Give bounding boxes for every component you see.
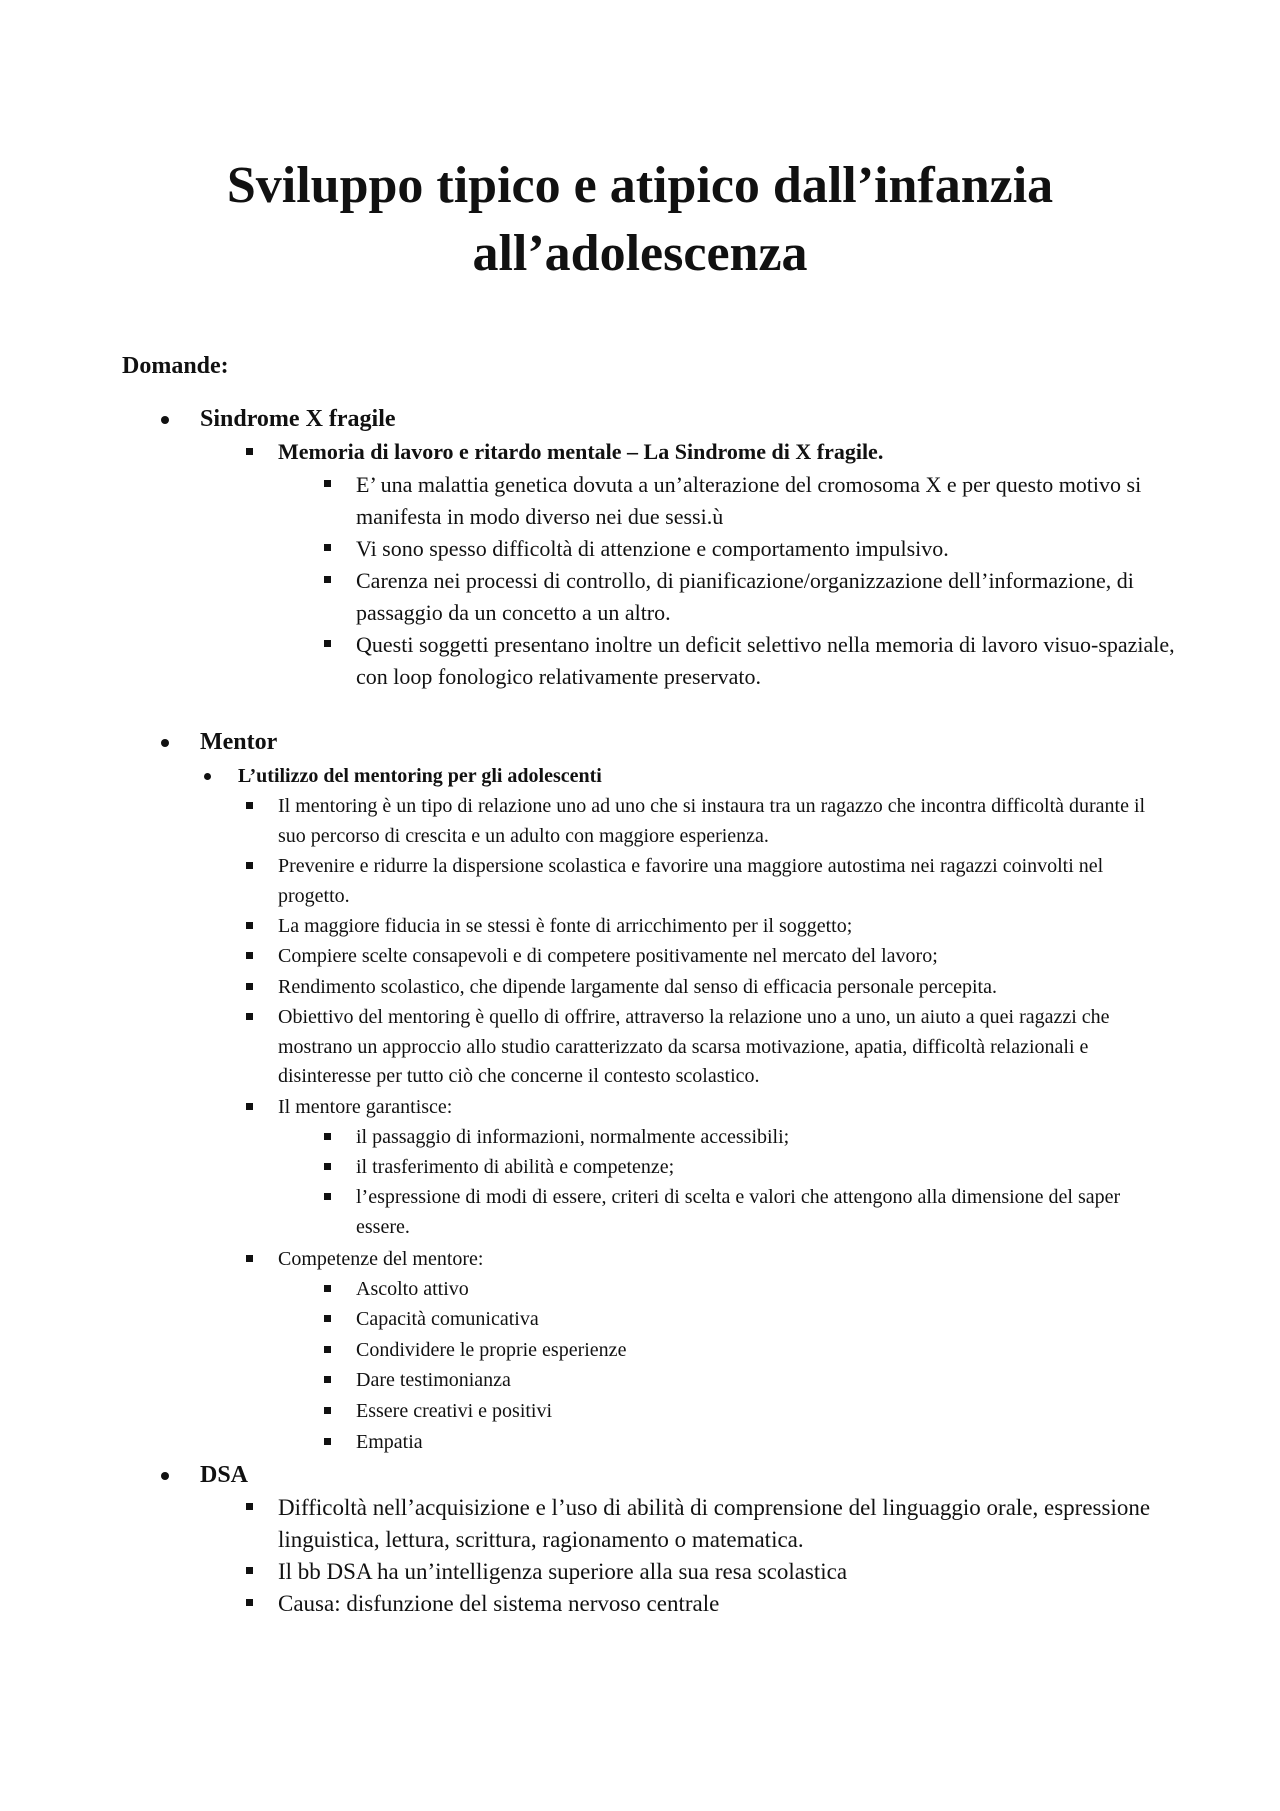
- topic-mentor: Mentor: [200, 729, 278, 755]
- mentor-skill-3: Condividere le proprie esperienze: [356, 1336, 1156, 1366]
- mentor-guarantee-3: l’espressione di modi di essere, criteri di scelta e valori che attengono alla dimensione del saper essere.: [356, 1183, 1156, 1242]
- mentor-guarantee-1: il passaggio di informazioni, normalmente accessibili;: [356, 1123, 1156, 1153]
- document-title-line-1: Sviluppo tipico e atipico dall’infanzia: [226, 157, 1054, 214]
- mentor-item-2: Prevenire e ridurre la dispersione scolastica e favorire una maggiore autostima nei ragazzi coinvolti nel progetto.: [278, 852, 1168, 911]
- mentor-skill-6: Empatia: [356, 1428, 1156, 1458]
- fragile-item-3: Carenza nei processi di controllo, di pianificazione/organizzazione dell’informazione, di passaggio da un concetto a un altro.: [356, 565, 1176, 629]
- mentor-guarantee-2: il trasferimento di abilità e competenze;: [356, 1153, 1156, 1183]
- fragile-item-4: Questi soggetti presentano inoltre un deficit selettivo nella memoria di lavoro visuo-spaziale, con loop fonologico relativamente preservato.: [356, 629, 1176, 693]
- fragile-item-2: Vi sono spesso difficoltà di attenzione e comportamento impulsivo.: [356, 533, 1176, 565]
- mentor-item-1: Il mentoring è un tipo di relazione uno ad uno che si instaura tra un ragazzo che incontra difficoltà durante il suo percorso di crescita e un adulto con maggiore esperienza.: [278, 792, 1168, 851]
- mentor-item-5: Rendimento scolastico, che dipende largamente dal senso di efficacia personale percepita.: [278, 973, 1168, 1003]
- mentor-item-3: La maggiore fiducia in se stessi è fonte di arricchimento per il soggetto;: [278, 912, 1168, 942]
- mentor-item-6: Obiettivo del mentoring è quello di offrire, attraverso la relazione uno a uno, un aiuto a quei ragazzi che mostrano un approccio allo studio caratterizzato da scarsa motivazione, apatia, difficoltà relazionali e disinteresse per tutto ciò che concerne il contesto scolastico.: [278, 1003, 1168, 1092]
- fragile-item-1: E’ una malattia genetica dovuta a un’alterazione del cromosoma X e per questo motivo si manifesta in modo diverso nei due sessi.ù: [356, 469, 1176, 533]
- dsa-item-3: Causa: disfunzione del sistema nervoso centrale: [278, 1588, 1178, 1620]
- mentor-skill-2: Capacità comunicativa: [356, 1305, 1156, 1335]
- document-title-line-2: all’adolescenza: [472, 225, 808, 282]
- mentor-skill-1: Ascolto attivo: [356, 1275, 1156, 1305]
- mentor-skills-label: Competenze del mentore:: [278, 1245, 1168, 1275]
- mentor-item-4: Compiere scelte consapevoli e di competere positivamente nel mercato del lavoro;: [278, 942, 1168, 972]
- mentor-skill-5: Essere creativi e positivi: [356, 1397, 1156, 1427]
- topic-dsa: DSA: [200, 1462, 249, 1488]
- dsa-item-2: Il bb DSA ha un’intelligenza superiore alla sua resa scolastica: [278, 1556, 1178, 1588]
- dsa-item-1: Difficoltà nell’acquisizione e l’uso di abilità di comprensione del linguaggio orale, espressione linguistica, lettura, scrittura, ragionamento o matematica.: [278, 1492, 1178, 1556]
- topic-sindrome-x-fragile: Sindrome X fragile: [200, 406, 396, 432]
- fragile-subheading: Memoria di lavoro e ritardo mentale – La Sindrome di X fragile.: [278, 437, 883, 467]
- section-heading-domande: Domande:: [122, 353, 229, 379]
- mentor-subheading: L’utilizzo del mentoring per gli adolescenti: [238, 762, 602, 790]
- mentor-skill-4: Dare testimonianza: [356, 1366, 1156, 1396]
- mentor-guarantees-label: Il mentore garantisce:: [278, 1093, 1168, 1123]
